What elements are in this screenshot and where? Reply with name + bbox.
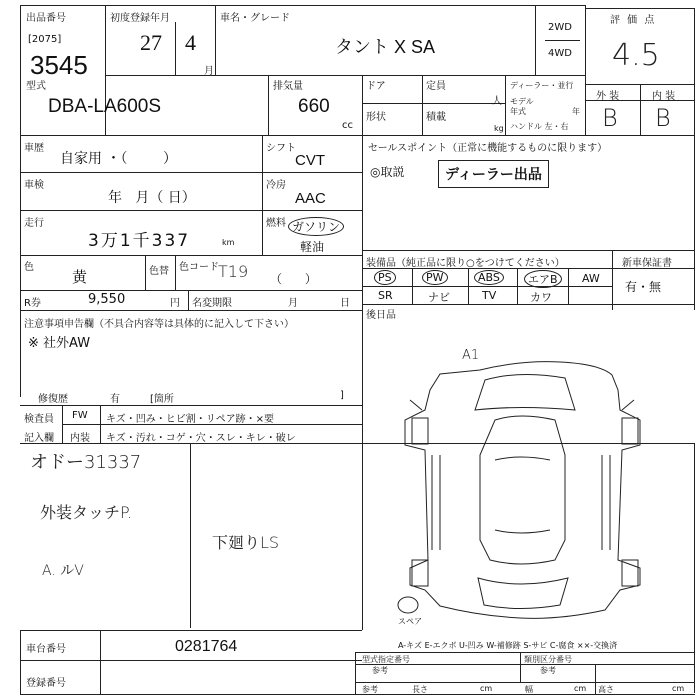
fw-label: FW xyxy=(72,410,88,421)
score-label: 評 価 点 xyxy=(610,15,657,26)
first-reg-month: 4 xyxy=(185,30,196,55)
color-code-label: 色コード xyxy=(179,262,219,273)
exterior-grade: B xyxy=(602,104,618,132)
reg-label: 登録番号 xyxy=(26,678,66,689)
displacement-value: 660 xyxy=(298,96,330,117)
fw-items: キズ・凹み・ヒビ割・リペア跡・×要 xyxy=(106,414,274,425)
reference-label-1: 参考 xyxy=(372,666,388,675)
ac-label: 冷房 xyxy=(266,180,286,191)
exterior-note: 外装タッチP. xyxy=(40,503,133,522)
shape-label: 形状 xyxy=(366,112,386,123)
registration-day: 日 xyxy=(340,298,350,309)
registration-month: 月 xyxy=(288,298,298,309)
color-code-value: T19 xyxy=(218,262,249,281)
dealer-label: ディーラー・並行 xyxy=(510,81,574,90)
model-year-label-1: モデル xyxy=(510,97,534,106)
first-reg-month-unit: 月 xyxy=(204,66,214,77)
repair-location: [箇所 xyxy=(150,394,174,405)
equip-airbag: エアB xyxy=(524,270,562,288)
height-label: 高さ xyxy=(598,685,614,694)
equipment-label: 装備品（純正品に限り○をつけてください） xyxy=(366,258,565,269)
notes-label: 注意事項申告欄（不具合内容等は具体的に記入して下さい） xyxy=(24,319,294,330)
inspection-value: 年 月（ 日） xyxy=(108,190,196,206)
load-label: 積載 xyxy=(426,112,446,123)
warranty-value: 有・無 xyxy=(625,280,662,294)
history-value: 自家用 ・（ ） xyxy=(60,151,178,167)
interior-label: 内 装 xyxy=(652,91,676,102)
equip-pw: PW xyxy=(422,270,448,285)
ac-value: AAC xyxy=(295,190,326,207)
model-grade: タント X SA xyxy=(335,37,436,57)
equip-sr: SR xyxy=(378,289,393,302)
category-label: 類別区分番号 xyxy=(524,655,572,664)
notes-value: ※ 社外AW xyxy=(28,336,91,351)
first-reg-year: 27 xyxy=(140,30,162,55)
reference-label-2: 参考 xyxy=(540,666,556,675)
displacement-unit: cc xyxy=(342,120,353,131)
type-designation-label: 型式指定番号 xyxy=(362,655,410,664)
exterior-label: 外 装 xyxy=(596,91,620,102)
length-unit: cm xyxy=(480,684,493,693)
score-value: 4.5 xyxy=(612,38,660,73)
mileage-unit: km xyxy=(222,238,235,247)
type-value: DBA-LA600S xyxy=(48,96,162,117)
dealer-stamp: ディーラー出品 xyxy=(438,160,549,188)
model-year-unit: 年 xyxy=(572,107,580,116)
chassis-label: 車台番号 xyxy=(26,644,66,655)
equip-ps: PS xyxy=(374,270,396,285)
warranty-label: 新車保証書 xyxy=(622,258,672,269)
color-swap-label: 色替 xyxy=(149,266,169,277)
interior-note: 下廻りLS xyxy=(212,533,280,552)
interior-row-label: 内装 xyxy=(70,433,90,444)
equip-navi: ナビ xyxy=(428,291,450,304)
chassis-value: 0281764 xyxy=(175,638,238,655)
interior-items: キズ・汚れ・コゲ・穴・スレ・キレ・破レ xyxy=(106,433,296,444)
equip-tv: TV xyxy=(482,289,497,302)
equip-abs: ABS xyxy=(474,270,504,285)
repair-label: 修復歴 xyxy=(38,394,68,405)
capacity-unit: 人 xyxy=(492,96,502,107)
recycle-unit: 円 xyxy=(170,298,180,309)
recycle-value: 9,550 xyxy=(88,292,126,307)
width-unit: cm xyxy=(574,684,587,693)
height-unit: cm xyxy=(672,684,685,693)
shift-value: CVT xyxy=(295,152,325,169)
handle-label: ハンドル 左・右 xyxy=(510,122,569,131)
a-note: A. ルV xyxy=(42,563,84,579)
mileage-label: 走行 xyxy=(24,218,44,229)
equip-leather: カワ xyxy=(530,291,552,304)
drive-4wd: 4WD xyxy=(548,48,572,59)
lot-number-label: 出品番号 xyxy=(26,13,66,24)
color-label: 色 xyxy=(24,262,34,273)
reference-label-3: 参考 xyxy=(362,685,378,694)
cancel-mark: ◎取説 xyxy=(370,165,405,179)
spare-label: スペア xyxy=(398,617,422,626)
odo-note: オドー31337 xyxy=(30,452,142,473)
color-value: 黄 xyxy=(72,268,88,286)
interior-grade: B xyxy=(655,104,671,132)
shift-label: シフト xyxy=(266,143,296,154)
lot-number-sub: [2075] xyxy=(28,34,62,45)
registration-label: 名変期限 xyxy=(192,298,232,309)
load-unit: kg xyxy=(494,124,504,133)
entry-label: 記入欄 xyxy=(24,433,54,444)
repair-close: ] xyxy=(340,390,344,401)
drive-2wd: 2WD xyxy=(548,22,572,33)
fuel-diesel: 軽油 xyxy=(300,240,325,254)
door-label: ドア xyxy=(366,81,386,92)
width-label: 幅 xyxy=(525,685,533,694)
sales-points-label: セールスポイント（正常に機能するものに限ります） xyxy=(368,143,608,154)
fuel-gasoline: ガソリン xyxy=(288,217,344,236)
model-grade-label: 車名・グレード xyxy=(220,13,290,24)
first-reg-label: 初度登録年月 xyxy=(110,13,170,24)
diagram-note: A1 xyxy=(462,348,480,363)
inspector-label: 検査員 xyxy=(24,414,54,425)
recycle-label: R券 xyxy=(24,298,41,309)
postfix-label: 後日品 xyxy=(366,310,396,321)
capacity-label: 定員 xyxy=(426,81,446,92)
repair-value: 有 xyxy=(110,394,120,405)
mileage-value: 3万1千337 xyxy=(88,231,191,251)
equip-aw: AW xyxy=(582,272,600,285)
inspection-label: 車検 xyxy=(24,180,44,191)
history-label: 車歴 xyxy=(24,143,44,154)
damage-legend: A-キズ E-エクボ U-凹み W-補修跡 S-サビ C-腐食 ××-交換済 xyxy=(398,641,618,650)
lot-number: 3545 xyxy=(30,50,88,80)
fuel-label: 燃料 xyxy=(266,218,286,229)
fuel-paren: （ ） xyxy=(270,272,317,286)
model-year-label-2: 年式 xyxy=(510,107,526,116)
type-label: 型式 xyxy=(26,81,46,92)
length-label: 長さ xyxy=(412,685,428,694)
displacement-label: 排気量 xyxy=(273,81,303,92)
